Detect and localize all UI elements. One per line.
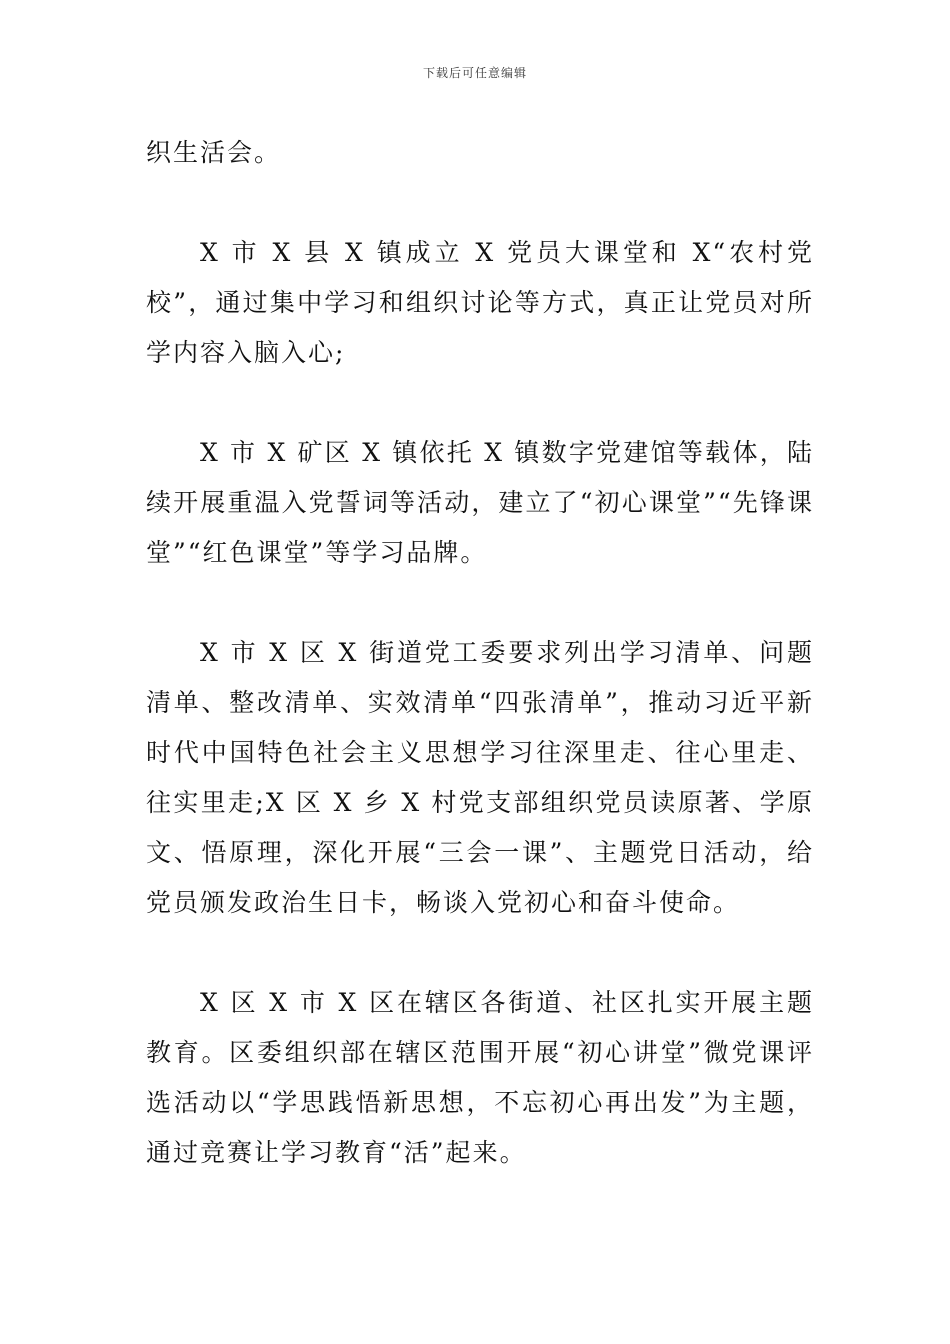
- paragraph-four-lists: X 市 X 区 X 街道党工委要求列出学习清单、问题清单、整改清单、实效清单“四张清单”，推动习近平新时代中国特色社会主义思想学习往深里走、往心里走、往实里走;X 区 X 乡 X 村党支部组织党员读原著、学原文、悟原理，深化开展“三会一课”、主题党日活动，给党员颁发政治生日卡，畅谈入党初心和奋斗使命。: [146, 638, 814, 917]
- paragraph-gap: [146, 178, 814, 228]
- paragraph-mining-district: X 市 X 矿区 X 镇依托 X 镇数字党建馆等载体，陆续开展重温入党誓词等活动，建立了“初心课堂”“先锋课堂”“红色课堂”等学习品牌。: [146, 438, 814, 567]
- paragraph-gap: [146, 578, 814, 628]
- paragraph-continuation: 织生活会。: [146, 138, 282, 167]
- paragraph-county-party-school: X 市 X 县 X 镇成立 X 党员大课堂和 X“农村党校”，通过集中学习和组织讨论等方式，真正让党员对所学内容入脑入心;: [146, 238, 814, 367]
- paragraph-gap: [146, 378, 814, 428]
- paragraph-gap: [146, 928, 814, 978]
- paragraph-theme-education: X 区 X 市 X 区在辖区各街道、社区扎实开展主题教育。区委组织部在辖区范围开展“初心讲堂”微党课评选活动以“学思践悟新思想，不忘初心再出发”为主题，通过竞赛让学习教育“活”起来。: [146, 988, 814, 1167]
- document-body: [146, 128, 814, 1178]
- page-header: 下载后可任意编辑: [422, 66, 527, 80]
